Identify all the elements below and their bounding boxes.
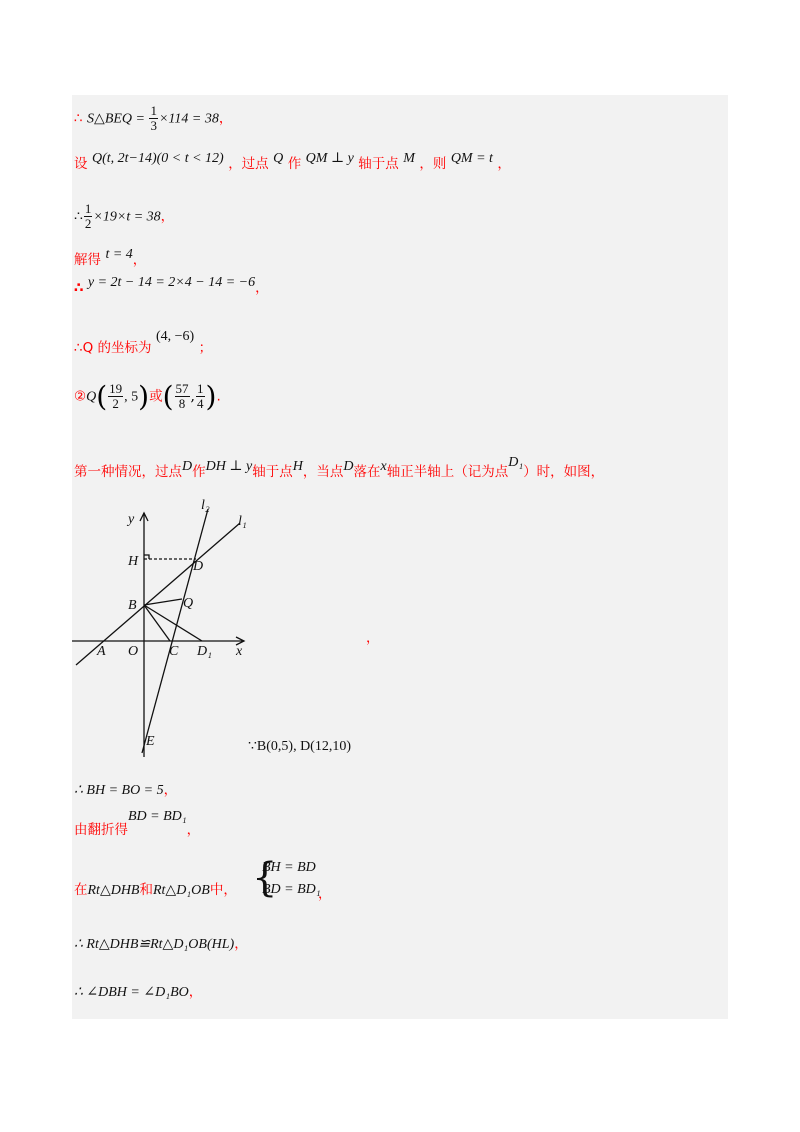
therefore-symbol: ∴ [74, 110, 83, 127]
solution-line-4: 解得 t = 4， [74, 247, 147, 268]
solution-line-12: ∴ Rt△DHB≌Rt△D₁OB(HL)， [74, 936, 248, 952]
label-l2: l₂ [201, 498, 210, 513]
solution-line-6: ∴Q 的坐标为 (4, −6) ； [74, 329, 213, 356]
label-a: A [97, 644, 106, 659]
label-d1: D₁ [197, 644, 212, 659]
solution-line-1: ∴ S△BEQ = $\frac{1}{3}$ ×114 = 38， [74, 103, 233, 133]
system-brace: { [252, 855, 278, 901]
segment-bd1 [144, 605, 202, 641]
segment-bc [144, 605, 170, 641]
math-expression: Q(t, 2t−14)(0 < t < 12) [91, 151, 224, 166]
solution-line-7: ②Q( $\frac{19}{2}$ , 5)或( $\frac{57}{8}$ , $\frac{1}{4}$ ). [74, 380, 221, 413]
label-x: x [236, 644, 243, 659]
because-line: ∵B(0,5), D(12,10) [248, 739, 352, 754]
label-e: E [146, 734, 155, 749]
system-tail: ， [318, 886, 332, 902]
fraction: $\frac{1}{3}$ [150, 103, 157, 133]
label-b: B [128, 598, 137, 613]
solution-line-9: ∴ BH = BO = 5， [74, 782, 178, 798]
label-h: H [128, 554, 139, 569]
system-eq-2: BD = BD₁ [262, 882, 321, 897]
label-y: y [128, 512, 135, 527]
math-expression: ×114 = 38 [158, 111, 219, 127]
label-l1: l₁ [238, 514, 247, 529]
solution-line-10: 由翻折得BD = BD₁， [74, 809, 201, 838]
solution-line-3: ∴ $\frac{1}{2}$ ×19×t = 38， [74, 201, 175, 231]
solution-line-8: 第一种情况，过点D作DH ⊥ y轴于点H，当点D落在x轴正半轴上（记为点D₁）时，如图， [74, 455, 605, 480]
figure-comma: ， [366, 630, 380, 646]
system-eq-1: BH = BD [262, 860, 316, 875]
math-expression: S△BEQ = [87, 111, 149, 127]
solution-line-11: 在Rt△DHB和Rt△D₁OB中， [74, 882, 237, 898]
solution-line-2: 设 Q(t, 2t−14)(0 < t < 12) ，过点 Q 作 QM ⊥ y 轴于点 M ，则 QM = t ， [74, 151, 511, 172]
label-q: Q [183, 596, 194, 611]
label-o: O [128, 644, 139, 659]
solution-line-13: ∴ ∠DBH = ∠D₁BO， [74, 984, 203, 1000]
solution-line-5: ∴ y = 2t − 14 = 2×4 − 14 = −6， [74, 275, 269, 296]
label-d: D [193, 559, 204, 574]
fraction: $\frac{1}{2}$ [84, 201, 92, 231]
line-l2 [142, 509, 208, 753]
label-c: C [169, 644, 179, 659]
coordinate-figure [72, 495, 262, 765]
